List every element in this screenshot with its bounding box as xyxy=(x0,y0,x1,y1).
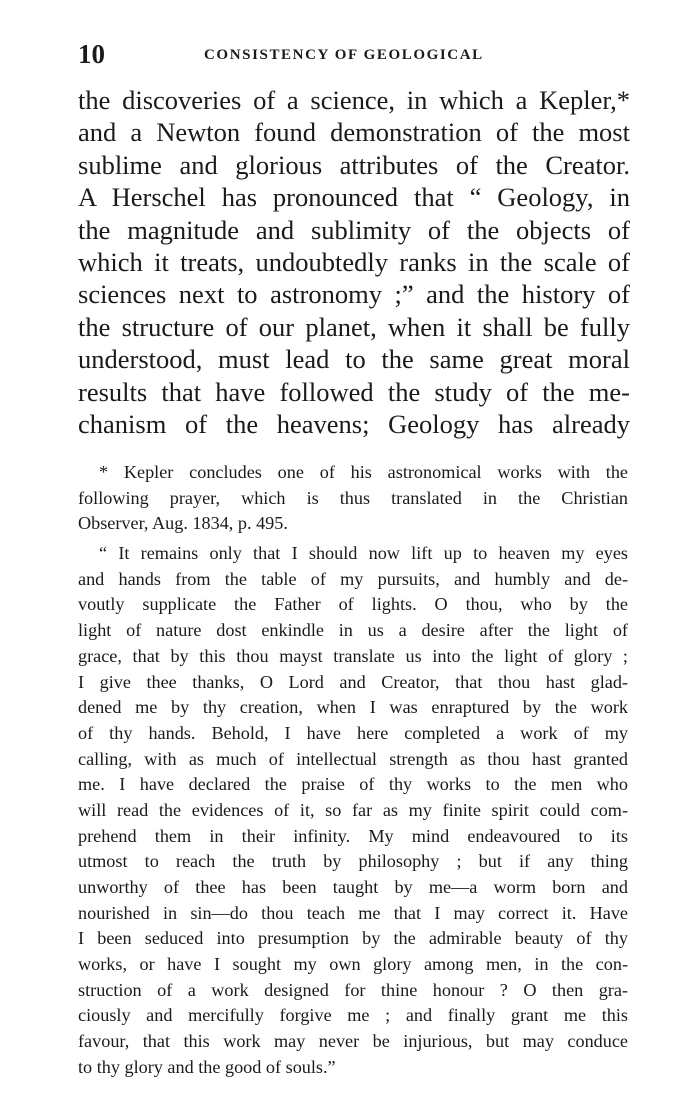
prayer-line: calling, with as much of intellectual strength as thou hast granted xyxy=(78,748,628,769)
body-line: chanism of the heavens; Geology has already xyxy=(78,408,630,439)
prayer-line: will read the evidences of it, so far as my finite spirit could com- xyxy=(78,799,628,820)
prayer-line: voutly supplicate the Father of lights. O thou, who by the xyxy=(78,594,628,615)
prayer-line: utmost to reach the truth by philosophy ; but if any thing xyxy=(78,851,628,872)
prayer-line: me. I have declared the praise of thy works to the men who xyxy=(78,774,628,795)
footnote xyxy=(78,460,628,1081)
prayer-line: works, or have I sought my own glory among men, in the con- xyxy=(78,954,628,975)
prayer-line: nourished in sin—do thou teach me that I may correct it. Have xyxy=(78,902,628,923)
body-line: the discoveries of a science, in which a Kepler,* xyxy=(78,85,630,115)
body-line: understood, must lead to the same great moral xyxy=(78,344,630,375)
body-line: results that have followed the study of the me- xyxy=(78,376,630,407)
prayer-line: and hands from the table of my pursuits, and humbly and de- xyxy=(78,568,628,589)
footnote-line: following prayer, which is thus translated in the Christian xyxy=(78,487,628,508)
prayer-line: grace, that by this thou mayst translate us into the light of glory ; xyxy=(78,645,628,666)
prayer-line: prehend them in their infinity. My mind endeavoured to its xyxy=(78,825,628,846)
body-line: sublime and glorious attributes of the Creator. xyxy=(78,149,630,180)
body-line: sciences next to astronomy ;” and the history of xyxy=(78,279,630,310)
main-text xyxy=(78,84,630,440)
body-line: A Herschel has pronounced that “ Geology, in xyxy=(78,182,630,213)
footnote-line: * Kepler concludes one of his astronomical works with the xyxy=(99,462,628,482)
prayer-line: “ It remains only that I should now lift up to heaven my eyes xyxy=(99,543,628,564)
running-head: CONSISTENCY OF GEOLOGICAL xyxy=(204,47,484,63)
prayer-line: favour, that this work may never be injurious, but may conduce xyxy=(78,1031,628,1052)
prayer-line: unworthy of thee has been taught by me—a worm born and xyxy=(78,877,628,897)
body-line: the structure of our planet, when it shall be fully xyxy=(78,311,630,342)
prayer-line: I give thee thanks, O Lord and Creator, that thou hast glad- xyxy=(78,671,628,692)
body-line: and a Newton found demonstration of the most xyxy=(78,117,630,148)
prayer-line: struction of a work designed for thine honour ? O then gra- xyxy=(78,979,628,1000)
prayer-line: ciously and mercifully forgive me ; and finally grant me this xyxy=(78,1005,628,1026)
prayer-line: to thy glory and the good of souls.” xyxy=(78,1056,336,1077)
body-line: which it treats, undoubtedly ranks in the scale of xyxy=(78,246,630,277)
footnote-line: Observer, Aug. 1834, p. 495. xyxy=(78,513,288,534)
page-number: 10 xyxy=(78,39,105,69)
page-header xyxy=(78,38,630,74)
prayer-line: dened me by thy creation, when I was enraptured by the work xyxy=(78,697,628,718)
prayer-line: of thy hands. Behold, I have here completed a work of my xyxy=(78,722,628,743)
body-line: the magnitude and sublimity of the objects of xyxy=(78,214,630,245)
prayer-line: I been seduced into presumption by the admirable beauty of thy xyxy=(78,928,628,949)
prayer-line: light of nature dost enkindle in us a desire after the light of xyxy=(78,620,628,641)
